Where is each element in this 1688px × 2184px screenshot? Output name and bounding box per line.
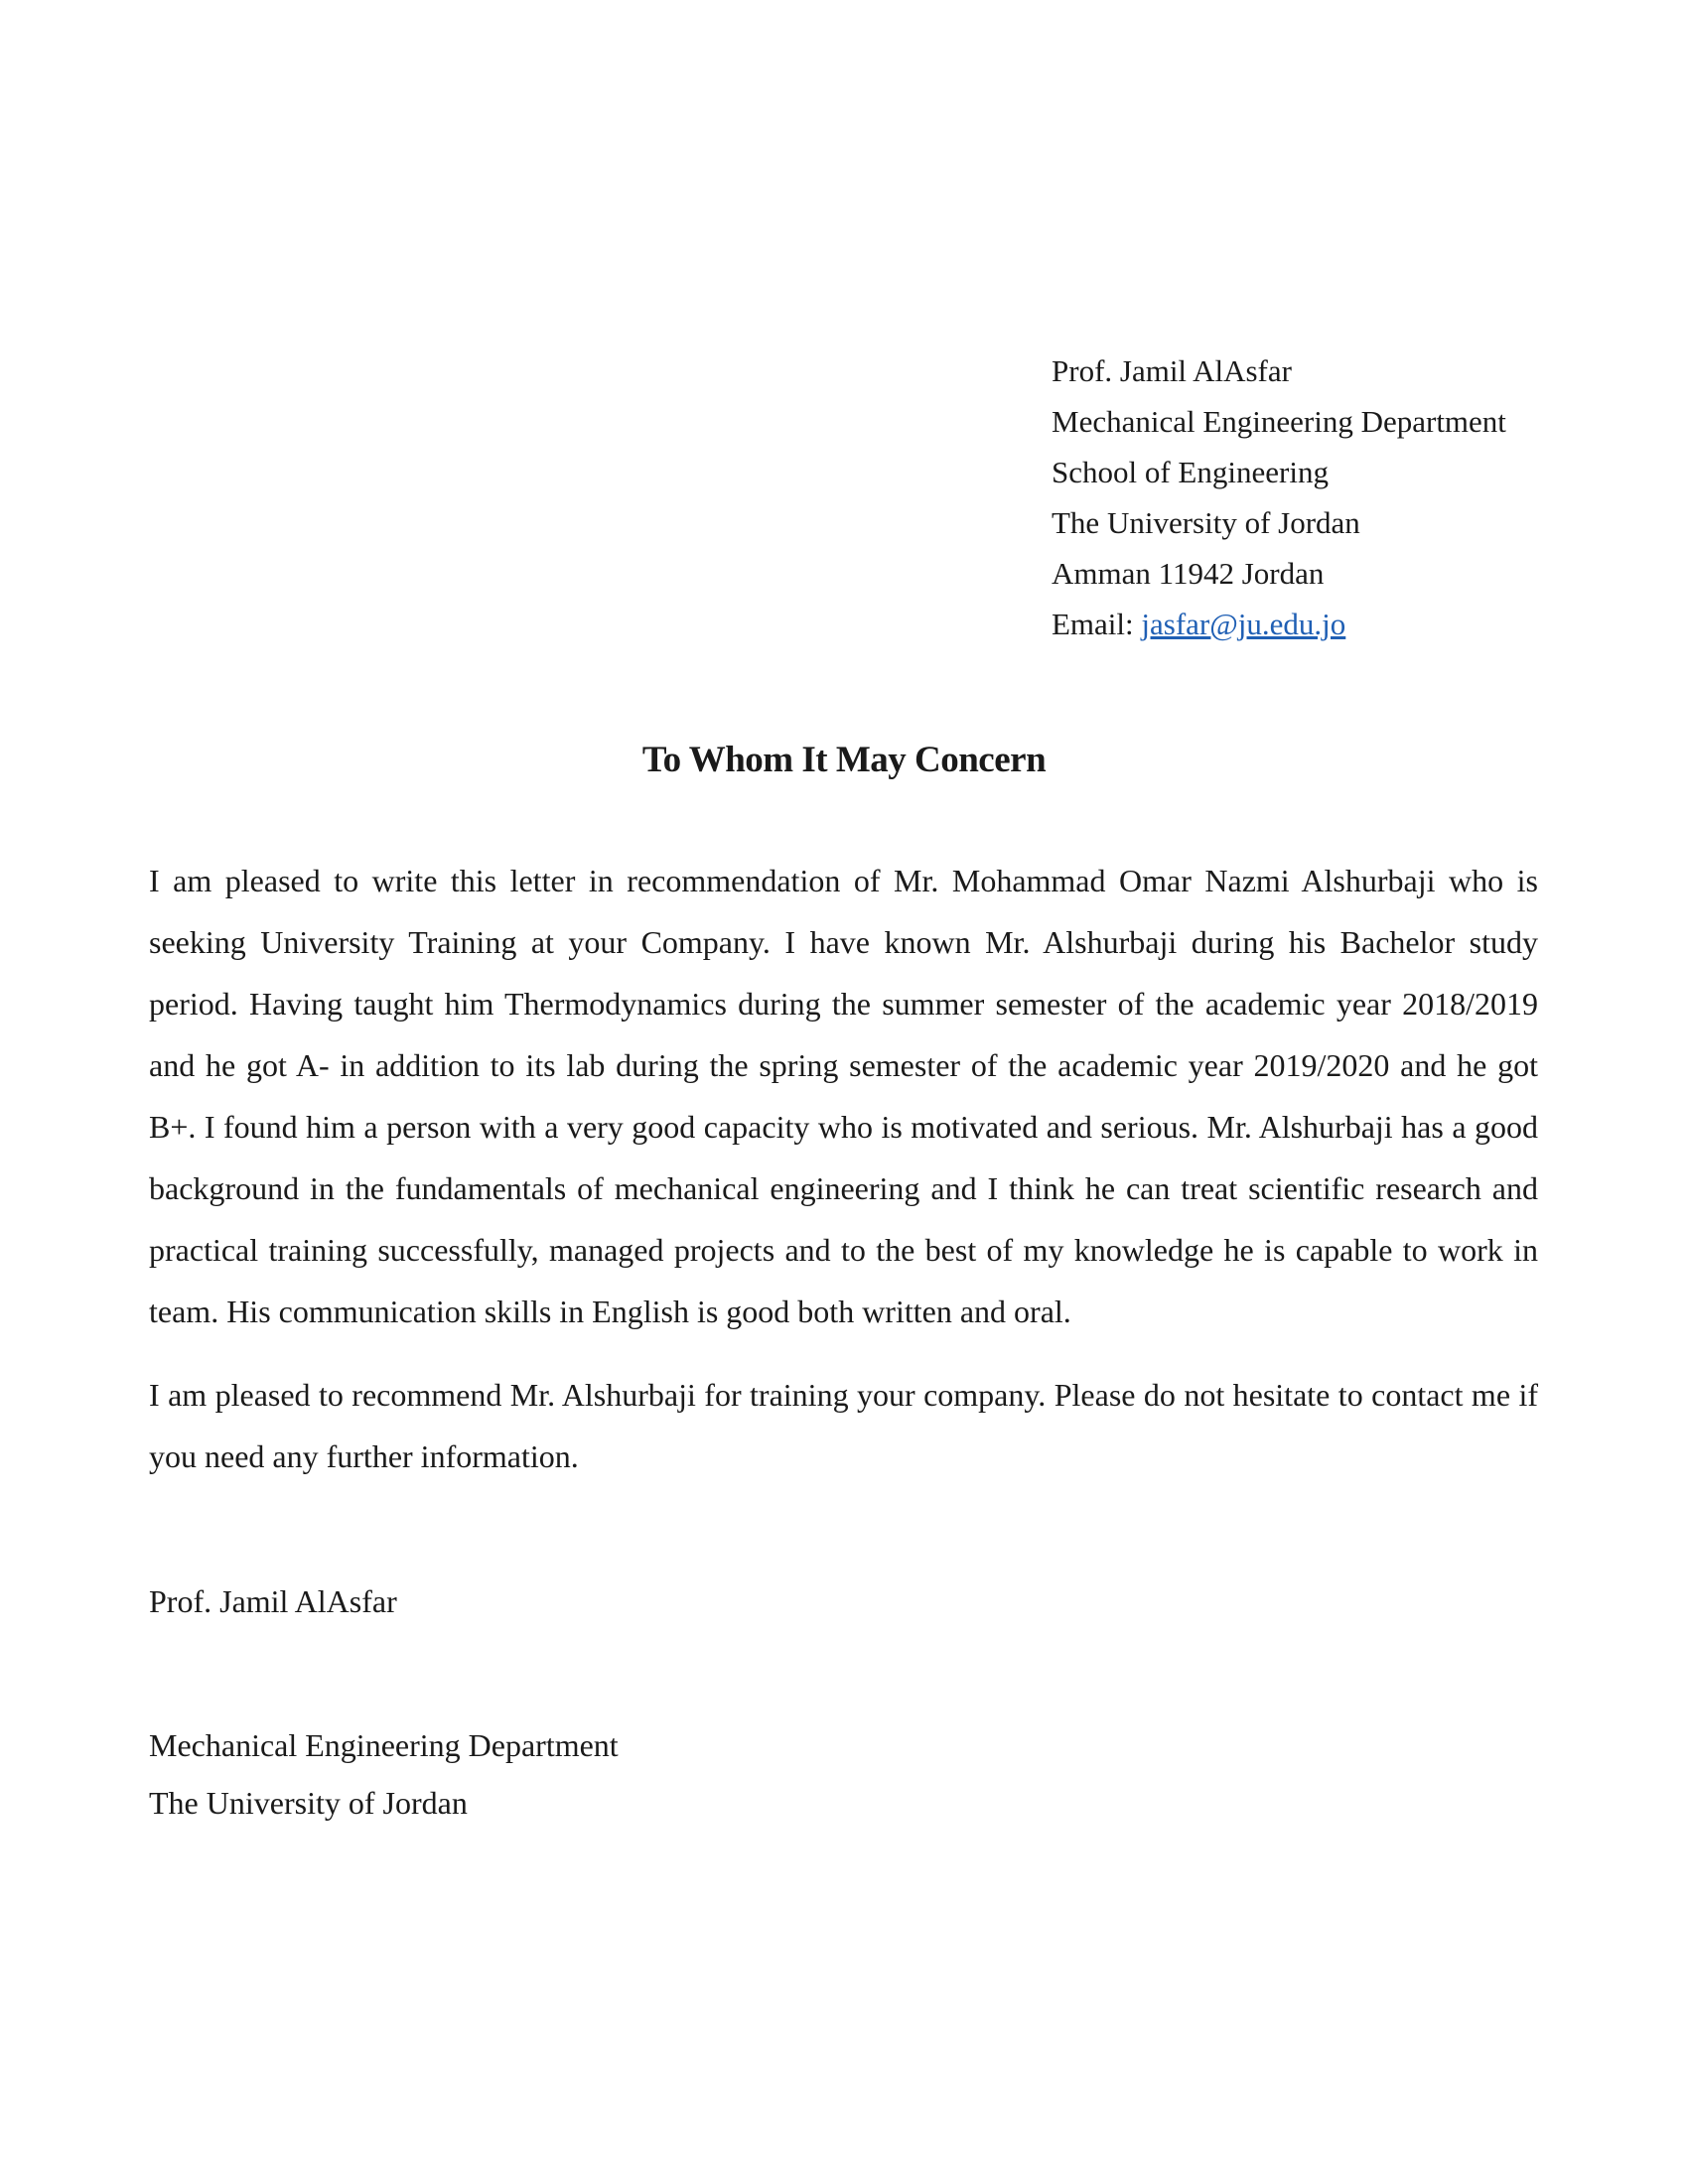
letter-body (149, 850, 1538, 1509)
letter-title: To Whom It May Concern (641, 740, 1047, 780)
body-paragraph-1: I am pleased to write this letter in recommendation of Mr. Mohammad Omar Nazmi Alshurbaji who is seeking University Training at your Company. I have known Mr. Alshurbaji during his Bachelor study period. Having taught him Thermodynamics during the summer semester of the academic year 2018/2019 and he got A- in addition to its lab during the spring semester of the academic year 2019/2020 and he got B+. I found him a person with a very good capacity who is motivated and serious. Mr. Alshurbaji has a good background in the fundamentals of mechanical engineering and I think he can treat scientific research and practical training successfully, managed projects and to the best of my knowledge he is capable to work in team. His communication skills in English is good both written and oral. (149, 863, 1538, 1329)
email-label: Email: (1052, 607, 1134, 641)
sender-department: Mechanical Engineering Department (1052, 404, 1506, 439)
email-link[interactable]: jasfar@ju.edu.jo (1141, 607, 1346, 641)
sender-address-block (1052, 345, 1608, 649)
body-paragraph-2: I am pleased to recommend Mr. Alshurbaji for training your company. Please do not hesitate to contact me if you need any further information. (149, 1377, 1538, 1474)
signature-university: The University of Jordan (149, 1785, 468, 1821)
sender-university: The University of Jordan (1052, 505, 1360, 540)
signature-affiliation (149, 1716, 619, 1832)
sender-school: School of Engineering (1052, 455, 1329, 489)
signature-name: Prof. Jamil AlAsfar (149, 1583, 397, 1619)
sender-email-line (1052, 599, 1608, 649)
sender-city: Amman 11942 Jordan (1052, 556, 1325, 591)
signature-department: Mechanical Engineering Department (149, 1727, 619, 1763)
sender-name: Prof. Jamil AlAsfar (1052, 353, 1292, 388)
